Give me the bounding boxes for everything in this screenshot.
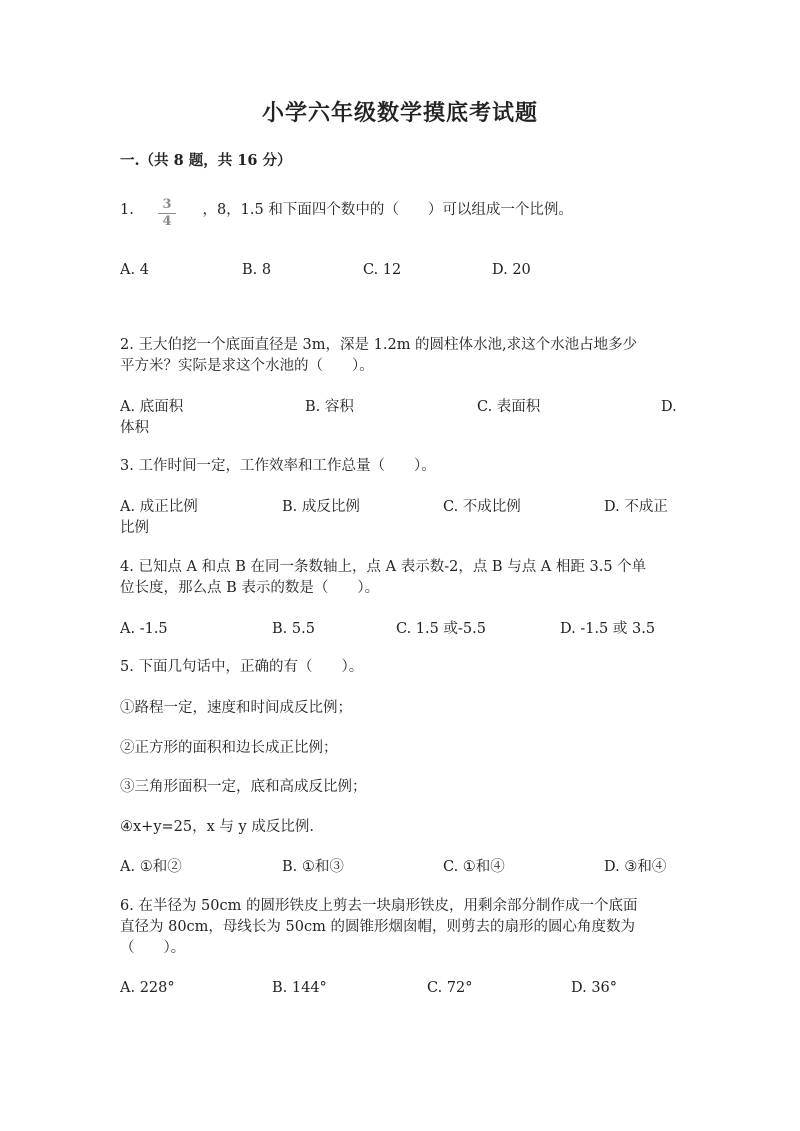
- q3-option-d[interactable]: D. 不成正: [604, 499, 668, 515]
- q6-option-a[interactable]: A. 228°: [120, 980, 175, 996]
- question-5-statement-3: ③三角形面积一定，底和高成反比例；: [120, 779, 367, 795]
- q4-option-c[interactable]: C. 1.5 或-5.5: [396, 621, 486, 637]
- q3-option-a[interactable]: A. 成正比例: [120, 499, 198, 515]
- q2-option-c[interactable]: C. 表面积: [477, 399, 541, 415]
- page-title: 小学六年级数学摸底考试题: [261, 100, 538, 126]
- q6-option-d[interactable]: D. 36°: [571, 980, 618, 996]
- question-4-line-1: 4. 已知点 A 和点 B 在同一条数轴上，点 A 表示数-2，点 B 与点 A 相距 3.5 个单: [120, 559, 647, 575]
- q1-option-c[interactable]: C. 12: [363, 262, 402, 278]
- question-5-statement-2: ②正方形的面积和边长成正比例；: [120, 740, 338, 756]
- q6-option-b[interactable]: B. 144°: [272, 980, 327, 996]
- question-5-line-1: 5. 下面几句话中，正确的有（ ）。: [120, 659, 364, 675]
- question-3-line-1: 3. 工作时间一定，工作效率和工作总量（ ）。: [120, 458, 436, 474]
- q5-option-b[interactable]: B. ①和③: [282, 859, 344, 875]
- fraction-numerator: 3: [162, 197, 172, 212]
- q2-option-d[interactable]: D.: [661, 399, 677, 415]
- q2-option-d-wrap[interactable]: 体积: [120, 420, 149, 436]
- question-1-number: 1.: [120, 202, 134, 218]
- question-6-line-3: （ ）。: [120, 940, 186, 956]
- question-4-line-2: 位长度，那么点 B 表示的数是（ ）。: [120, 580, 380, 596]
- q1-option-a[interactable]: A. 4: [120, 262, 149, 278]
- q3-option-d-wrap[interactable]: 比例: [120, 520, 149, 536]
- question-5-statement-4: ④x+y=25，x 与 y 成反比例.: [120, 819, 314, 835]
- q2-option-a[interactable]: A. 底面积: [120, 399, 184, 415]
- question-6-line-1: 6. 在半径为 50cm 的圆形铁皮上剪去一块扇形铁皮，用剩余部分制作成一个底面: [120, 898, 638, 914]
- q1-option-b[interactable]: B. 8: [242, 262, 272, 278]
- q5-option-c[interactable]: C. ①和④: [443, 859, 505, 875]
- q4-option-b[interactable]: B. 5.5: [272, 621, 315, 637]
- question-2-line-2: 平方米？实际是求这个水池的（ ）。: [120, 358, 374, 374]
- q4-option-a[interactable]: A. -1.5: [120, 621, 168, 637]
- q3-option-b[interactable]: B. 成反比例: [282, 499, 360, 515]
- q2-option-b[interactable]: B. 容积: [305, 399, 354, 415]
- q4-option-d[interactable]: D. -1.5 或 3.5: [560, 621, 656, 637]
- q6-option-c[interactable]: C. 72°: [427, 980, 473, 996]
- question-6-line-2: 直径为 80cm，母线长为 50cm 的圆锥形烟囱帽，则剪去的扇形的圆心角度数为: [120, 919, 635, 935]
- q1-option-d[interactable]: D. 20: [492, 262, 531, 278]
- q5-option-d[interactable]: D. ③和④: [604, 859, 667, 875]
- q5-option-a[interactable]: A. ①和②: [120, 859, 182, 875]
- question-1: [120, 200, 680, 221]
- question-5-statement-1: ①路程一定，速度和时间成反比例；: [120, 700, 352, 716]
- question-2-line-1: 2. 王大伯挖一个底面直径是 3m，深是 1.2m 的圆柱体水池,求这个水池占地多少: [120, 337, 638, 353]
- fraction-three-quarters: [158, 198, 176, 229]
- fraction-denominator: 4: [162, 214, 172, 229]
- section-heading: 一.（共 8 题，共 16 分）: [120, 152, 292, 169]
- q3-option-c[interactable]: C. 不成比例: [443, 499, 521, 515]
- question-1-text: ，8，1.5 和下面四个数中的（ ）可以组成一个比例。: [202, 202, 573, 218]
